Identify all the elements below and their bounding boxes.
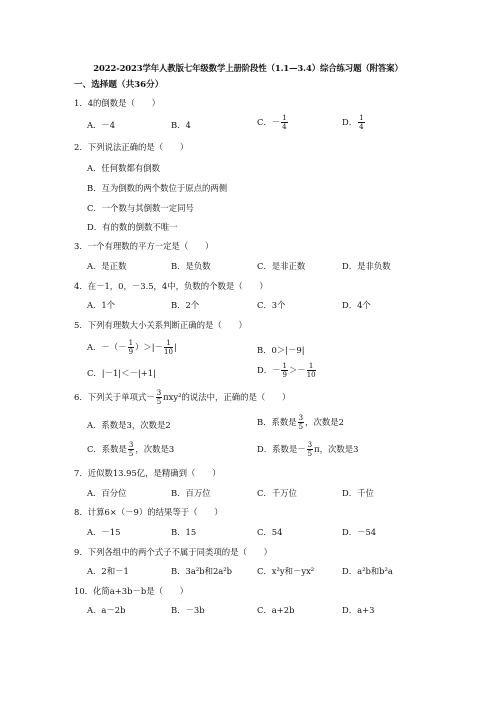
- question-5-stem: 5．下列有理数大小关系判断正确的是（ ）: [74, 320, 247, 330]
- question-7-option-a: A．百分位: [87, 488, 127, 498]
- question-1-option-d: D． $\frac{1}{4}$: [342, 114, 364, 131]
- question-6-option-a: A．系数是3，次数是2: [87, 420, 171, 430]
- question-3-stem: 3．一个有理数的平方一定是（ ）: [74, 241, 214, 251]
- question-4-option-b: B．2个: [171, 300, 200, 310]
- question-6-option-c: C．系数是 $\frac{3}{5}$ ，次数是3: [87, 441, 175, 458]
- question-1-option-a: A．－4: [87, 120, 116, 130]
- question-7-option-c: C．千万位: [257, 488, 297, 498]
- document-title: 2022-2023学年人教版七年级数学上册阶段性（1.1—3.4）综合练习题（附答案）: [93, 63, 403, 73]
- section-heading: 一、选择题（共36分）: [74, 80, 164, 90]
- question-8-stem: 8．计算6×（－9）的结果等于（ ）: [74, 507, 223, 517]
- question-9-option-a: A．2和－1: [87, 566, 129, 576]
- question-7-option-d: D．千位: [342, 488, 374, 498]
- question-3-option-a: A．是正数: [87, 261, 127, 271]
- question-3-option-d: D．是非负数: [342, 261, 391, 271]
- question-9-option-d: D．a²b和b²a: [342, 566, 393, 576]
- question-8-option-d: D．－54: [342, 527, 377, 537]
- question-4-stem: 4．在－1，0，－3.5，4中，负数的个数是（ ）: [74, 281, 268, 291]
- question-2-option-a: A．任何数都有倒数: [87, 163, 161, 173]
- question-3-option-b: B．是负数: [171, 261, 211, 271]
- question-2-option-c: C．一个数与其倒数一定同号: [87, 203, 194, 213]
- question-2-option-b: B．互为倒数的两个数位于原点的两侧: [87, 183, 228, 193]
- question-2-option-d: D．有的数的倒数不唯一: [87, 222, 178, 232]
- question-1-option-c: C．－ $\frac{1}{4}$: [257, 114, 287, 131]
- question-4-option-c: C．3个: [257, 300, 286, 310]
- question-9-option-b: B．3a²b和2a²b: [171, 566, 232, 576]
- question-9-stem: 9．下列各组中的两个式子不属于同类项的是（ ）: [74, 547, 272, 557]
- question-8-option-b: B．15: [171, 527, 197, 537]
- question-5-option-a: A．－（－ $\frac{1}{9}$ ）＞|－ $\frac{1}{10}$ |: [87, 339, 177, 356]
- question-8-option-c: C．54: [257, 527, 283, 537]
- question-6-option-d: D．系数是－ $\frac{3}{5}$ π，次数是3: [257, 441, 359, 458]
- question-10-stem: 10．化简a+3b－b是（ ）: [74, 586, 189, 596]
- question-2-stem: 2．下列说法正确的是（ ）: [74, 142, 189, 152]
- question-6-option-b: B．系数是 $\frac{3}{5}$ ，次数是2: [257, 414, 344, 431]
- question-4-option-d: D．4个: [342, 300, 371, 310]
- question-5-option-d: D．－ $\frac{1}{9}$ ＞－ $\frac{1}{10}$: [257, 362, 316, 379]
- question-6-stem: 6．下列关于单项式－ $\frac{3}{5}$ πxy²的说法中，正确的是（ ）: [74, 389, 291, 406]
- question-1-option-b: B．4: [171, 120, 191, 130]
- question-10-option-a: A．a－2b: [87, 605, 126, 615]
- question-8-option-a: A．－15: [87, 527, 121, 537]
- question-1-stem: 1．4的倒数是（ ）: [74, 98, 161, 108]
- question-7-stem: 7．近似数13.95亿，是精确到（ ）: [74, 468, 221, 478]
- question-5-option-c: C．|－1|＜－|+1|: [87, 368, 156, 378]
- question-7-option-b: B．百万位: [171, 488, 211, 498]
- question-10-option-c: C．a+2b: [257, 605, 295, 615]
- question-3-option-c: C．是非正数: [257, 261, 306, 271]
- question-5-option-b: B．0＞|－9|: [257, 345, 305, 355]
- question-9-option-c: C．x²y和－yx²: [257, 566, 315, 576]
- question-10-option-d: D．a+3: [342, 605, 375, 615]
- question-4-option-a: A．1个: [87, 300, 116, 310]
- question-10-option-b: B．－3b: [171, 605, 205, 615]
